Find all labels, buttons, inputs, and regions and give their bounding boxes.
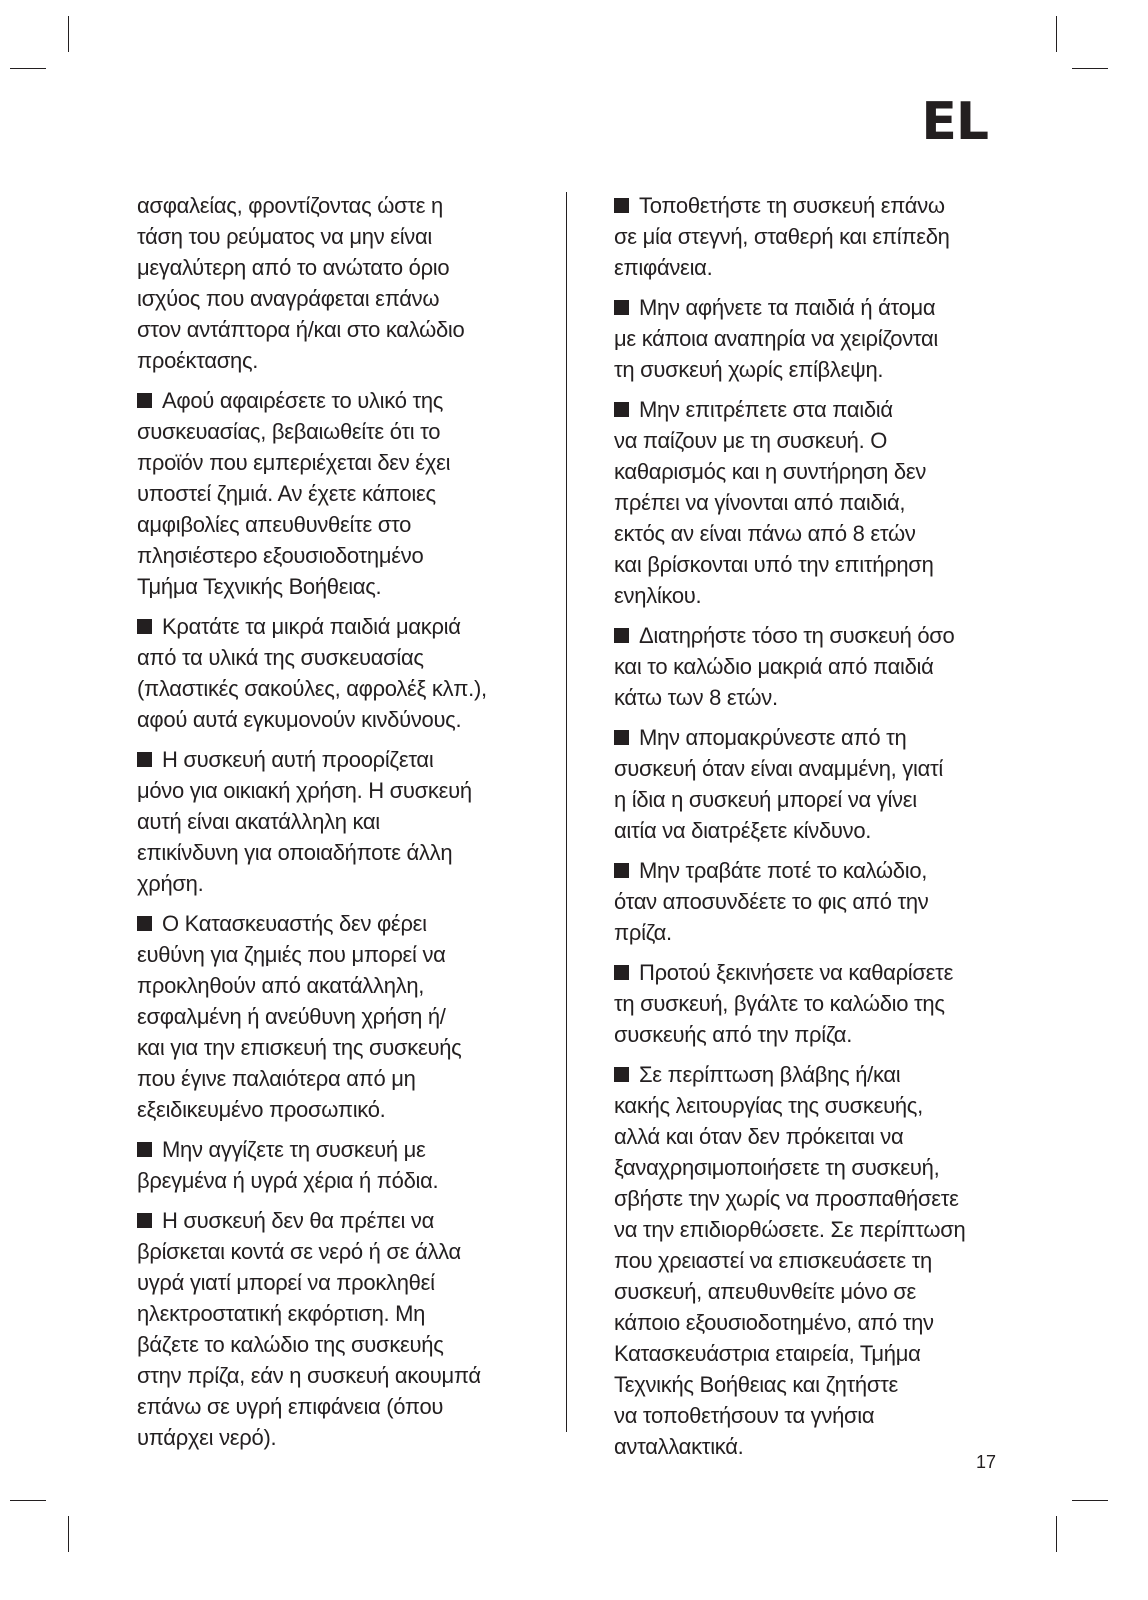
line-text: υποστεί ζημιά. Αν έχετε κάποιες <box>137 481 436 506</box>
text-line <box>614 252 1009 283</box>
line-text: Κατασκευάστρια εταιρεία, Τμήμα <box>614 1341 921 1366</box>
text-line <box>614 221 1009 252</box>
column-divider <box>566 192 567 1432</box>
crop-mark <box>1056 1516 1057 1552</box>
line-text: να την επιδιορθώσετε. Σε περίπτωση <box>614 1217 966 1242</box>
text-line <box>614 394 1009 425</box>
line-text: Μην αγγίζετε τη συσκευή με <box>162 1137 426 1162</box>
line-text: προκληθούν από ακατάλληλη, <box>137 973 425 998</box>
line-text: ενηλίκου. <box>614 583 702 608</box>
text-line <box>614 1183 1009 1214</box>
text-line <box>137 837 557 868</box>
line-text: συσκευασίας, βεβαιωθείτε ότι το <box>137 419 441 444</box>
line-text: Αφού αφαιρέσετε το υλικό της <box>162 388 444 413</box>
text-line <box>614 988 1009 1019</box>
line-text: συσκευή, απευθυνθείτε μόνο σε <box>614 1279 916 1304</box>
text-line <box>614 1090 1009 1121</box>
text-line <box>614 1307 1009 1338</box>
text-line <box>137 704 557 735</box>
line-text: Κρατάτε τα μικρά παιδιά μακριά <box>162 614 461 639</box>
line-text: να παίζουν με τη συσκευή. Ο <box>614 428 888 453</box>
line-text: μόνο για οικιακή χρήση. Η συσκευή <box>137 778 472 803</box>
line-text: συσκευή όταν είναι αναμμένη, γιατί <box>614 756 943 781</box>
square-bullet-icon <box>614 965 629 980</box>
text-line <box>137 447 557 478</box>
bullet-item <box>614 957 1009 1050</box>
square-bullet-icon <box>137 393 152 408</box>
text-line <box>614 815 1009 846</box>
bullet-item <box>137 385 557 602</box>
bullet-item <box>614 1059 1009 1462</box>
text-line <box>614 722 1009 753</box>
text-line <box>614 784 1009 815</box>
line-text: κάποιο εξουσιοδοτημένο, από την <box>614 1310 934 1335</box>
text-line <box>614 1121 1009 1152</box>
crop-mark <box>10 68 46 69</box>
text-line <box>614 354 1009 385</box>
text-line <box>137 1205 557 1236</box>
square-bullet-icon <box>137 752 152 767</box>
text-line <box>137 744 557 775</box>
bullet-item <box>137 611 557 735</box>
bullet-item <box>614 855 1009 948</box>
line-text: στον αντάπτορα ή/και στο καλώδιο <box>137 317 465 342</box>
line-text: με κάποια αναπηρία να χειρίζονται <box>614 326 938 351</box>
left-column <box>137 190 557 1462</box>
line-text: ισχύος που αναγράφεται επάνω <box>137 286 440 311</box>
text-line <box>614 1214 1009 1245</box>
text-line <box>614 1276 1009 1307</box>
text-line <box>137 673 557 704</box>
line-text: Μην επιτρέπετε στα παιδιά <box>639 397 893 422</box>
text-line <box>137 775 557 806</box>
line-text: ασφαλείας, φροντίζοντας ώστε η <box>137 193 443 218</box>
text-line <box>137 868 557 899</box>
crop-mark <box>1072 1500 1108 1501</box>
line-text: ανταλλακτικά. <box>614 1434 744 1459</box>
line-text: αιτία να διατρέξετε κίνδυνο. <box>614 818 872 843</box>
line-text: εξειδικευμένο προσωπικό. <box>137 1097 386 1122</box>
square-bullet-icon <box>614 628 629 643</box>
text-line <box>137 1391 557 1422</box>
text-line <box>614 957 1009 988</box>
text-line <box>614 1245 1009 1276</box>
text-line <box>614 620 1009 651</box>
text-line <box>614 917 1009 948</box>
line-text: αφού αυτά εγκυμονούν κινδύνους. <box>137 707 462 732</box>
line-text: Η συσκευή αυτή προορίζεται <box>162 747 434 772</box>
text-line <box>614 190 1009 221</box>
line-text: επικίνδυνη για οποιαδήποτε άλλη <box>137 840 453 865</box>
square-bullet-icon <box>614 402 629 417</box>
text-line <box>137 611 557 642</box>
text-line <box>614 1369 1009 1400</box>
line-text: τη συσκευή χωρίς επίβλεψη. <box>614 357 884 382</box>
line-text: Προτού ξεκινήσετε να καθαρίσετε <box>639 960 954 985</box>
crop-mark <box>1056 16 1057 52</box>
text-line <box>137 939 557 970</box>
line-text: και το καλώδιο μακριά από παιδιά <box>614 654 934 679</box>
text-line <box>137 1329 557 1360</box>
line-text: η ίδια η συσκευή μπορεί να γίνει <box>614 787 917 812</box>
line-text: ευθύνη για ζημιές που μπορεί να <box>137 942 446 967</box>
bullet-item <box>614 620 1009 713</box>
crop-mark <box>10 1500 46 1501</box>
line-text: προϊόν που εμπεριέχεται δεν έχει <box>137 450 451 475</box>
bullet-item <box>614 292 1009 385</box>
square-bullet-icon <box>137 1213 152 1228</box>
text-line <box>137 385 557 416</box>
text-line <box>137 571 557 602</box>
line-text: αμφιβολίες απευθυνθείτε στο <box>137 512 412 537</box>
text-line <box>137 1134 557 1165</box>
bullet-item <box>137 908 557 1125</box>
text-line <box>137 1001 557 1032</box>
square-bullet-icon <box>137 1142 152 1157</box>
right-column <box>614 190 1009 1471</box>
line-text: σε μία στεγνή, σταθερή και επίπεδη <box>614 224 950 249</box>
bullet-item <box>137 1134 557 1196</box>
line-text: εκτός αν είναι πάνω από 8 ετών <box>614 521 916 546</box>
text-line <box>137 509 557 540</box>
text-line <box>137 1165 557 1196</box>
line-text: και για την επισκευή της συσκευής <box>137 1035 462 1060</box>
line-text: χρήση. <box>137 871 204 896</box>
line-text: κάτω των 8 ετών. <box>614 685 778 710</box>
line-text: από τα υλικά της συσκευασίας <box>137 645 424 670</box>
line-text: ηλεκτροστατική εκφόρτιση. Μη <box>137 1301 426 1326</box>
line-text: υπάρχει νερό). <box>137 1425 277 1450</box>
text-line <box>137 1422 557 1453</box>
text-line <box>137 190 557 221</box>
line-text: κακής λειτουργίας της συσκευής, <box>614 1093 923 1118</box>
text-line <box>137 252 557 283</box>
line-text: πρίζα. <box>614 920 672 945</box>
line-text: βρίσκεται κοντά σε νερό ή σε άλλα <box>137 1239 461 1264</box>
text-line <box>137 478 557 509</box>
text-line <box>137 540 557 571</box>
line-text: Τμήμα Τεχνικής Βοήθειας. <box>137 574 382 599</box>
square-bullet-icon <box>137 916 152 931</box>
square-bullet-icon <box>137 619 152 634</box>
square-bullet-icon <box>614 1067 629 1082</box>
text-line <box>137 221 557 252</box>
line-text: εσφαλμένη ή ανεύθυνη χρήση ή/ <box>137 1004 446 1029</box>
line-text: Τεχνικής Βοήθειας και ζητήστε <box>614 1372 899 1397</box>
text-line <box>614 1338 1009 1369</box>
line-text: Η συσκευή δεν θα πρέπει να <box>162 1208 435 1233</box>
line-text: Διατηρήστε τόσο τη συσκευή όσο <box>639 623 955 648</box>
line-text: πρέπει να γίνονται από παιδιά, <box>614 490 906 515</box>
text-line <box>614 1400 1009 1431</box>
text-line <box>614 549 1009 580</box>
line-text: Μην απομακρύνεστε από τη <box>639 725 907 750</box>
text-line <box>614 1059 1009 1090</box>
text-line <box>614 651 1009 682</box>
text-line <box>614 753 1009 784</box>
paragraph <box>137 190 557 376</box>
text-line <box>614 886 1009 917</box>
text-line <box>614 487 1009 518</box>
line-text: βάζετε το καλώδιο της συσκευής <box>137 1332 444 1357</box>
line-text: τάση του ρεύματος να μην είναι <box>137 224 433 249</box>
text-line <box>614 580 1009 611</box>
line-text: που χρειαστεί να επισκευάσετε τη <box>614 1248 932 1273</box>
line-text: όταν αποσυνδέετε το φις από την <box>614 889 929 914</box>
line-text: Σε περίπτωση βλάβης ή/και <box>639 1062 901 1087</box>
line-text: (πλαστικές σακούλες, αφρολέξ κλπ.), <box>137 676 487 701</box>
line-text: συσκευής από την πρίζα. <box>614 1022 853 1047</box>
text-line <box>137 1032 557 1063</box>
text-line <box>614 682 1009 713</box>
text-line <box>137 1360 557 1391</box>
line-text: Μην αφήνετε τα παιδιά ή άτομα <box>639 295 936 320</box>
text-line <box>614 1152 1009 1183</box>
text-line <box>137 345 557 376</box>
line-text: ξαναχρησιμοποιήσετε τη συσκευή, <box>614 1155 940 1180</box>
bullet-item <box>137 744 557 899</box>
line-text: στην πρίζα, εάν η συσκευή ακουμπά <box>137 1363 481 1388</box>
page-number: 17 <box>976 1452 997 1472</box>
crop-mark <box>1072 68 1108 69</box>
text-line <box>614 456 1009 487</box>
text-line <box>137 283 557 314</box>
bullet-item <box>614 190 1009 283</box>
line-text: αυτή είναι ακατάλληλη και <box>137 809 380 834</box>
text-line <box>137 1063 557 1094</box>
crop-mark <box>68 16 69 52</box>
text-line <box>614 1431 1009 1462</box>
square-bullet-icon <box>614 198 629 213</box>
line-text: επάνω σε υγρή επιφάνεια (όπου <box>137 1394 444 1419</box>
text-line <box>614 855 1009 886</box>
text-line <box>614 323 1009 354</box>
text-line <box>137 970 557 1001</box>
line-text: αλλά και όταν δεν πρόκειται να <box>614 1124 904 1149</box>
line-text: επιφάνεια. <box>614 255 713 280</box>
text-line <box>614 518 1009 549</box>
line-text: βρεγμένα ή υγρά χέρια ή πόδια. <box>137 1168 439 1193</box>
text-line <box>137 908 557 939</box>
text-line <box>137 1236 557 1267</box>
bullet-item <box>137 1205 557 1453</box>
text-line <box>614 425 1009 456</box>
square-bullet-icon <box>614 863 629 878</box>
language-code: EL <box>921 92 988 152</box>
bullet-item <box>614 722 1009 846</box>
text-line <box>137 314 557 345</box>
text-line <box>614 1019 1009 1050</box>
line-text: Τοποθετήστε τη συσκευή επάνω <box>639 193 945 218</box>
text-line <box>137 1267 557 1298</box>
line-text: υγρά γιατί μπορεί να προκληθεί <box>137 1270 435 1295</box>
square-bullet-icon <box>614 300 629 315</box>
line-text: μεγαλύτερη από το ανώτατο όριο <box>137 255 450 280</box>
line-text: που έγινε παλαιότερα από μη <box>137 1066 416 1091</box>
line-text: και βρίσκονται υπό την επιτήρηση <box>614 552 934 577</box>
line-text: προέκτασης. <box>137 348 259 373</box>
line-text: σβήστε την χωρίς να προσπαθήσετε <box>614 1186 959 1211</box>
text-line <box>137 416 557 447</box>
text-line <box>137 806 557 837</box>
text-line <box>137 1298 557 1329</box>
text-line <box>137 642 557 673</box>
line-text: πλησιέστερο εξουσιοδοτημένο <box>137 543 424 568</box>
text-line <box>137 1094 557 1125</box>
text-line <box>614 292 1009 323</box>
crop-mark <box>68 1516 69 1552</box>
line-text: τη συσκευή, βγάλτε το καλώδιο της <box>614 991 945 1016</box>
line-text: καθαρισμός και η συντήρηση δεν <box>614 459 927 484</box>
line-text: Ο Κατασκευαστής δεν φέρει <box>162 911 427 936</box>
line-text: Μην τραβάτε ποτέ το καλώδιο, <box>639 858 928 883</box>
line-text: να τοποθετήσουν τα γνήσια <box>614 1403 875 1428</box>
bullet-item <box>614 394 1009 611</box>
square-bullet-icon <box>614 730 629 745</box>
